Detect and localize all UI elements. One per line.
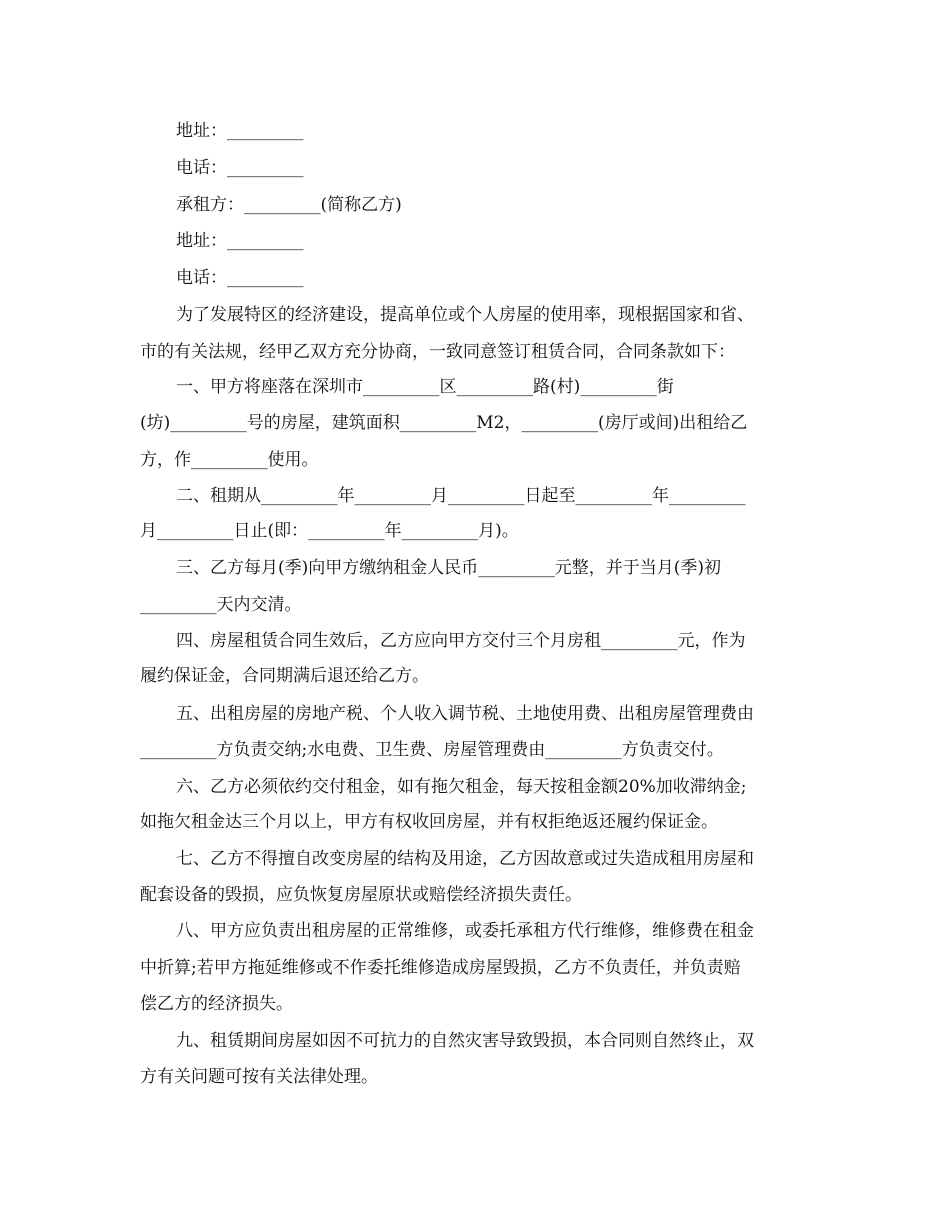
clause-2-line-1: 二、租期从_________年_________月_________日起至_________年_________	[176, 486, 746, 506]
clause-8-line-2: 中折算;若甲方拖延维修或不作委托维修造成房屋毁损，乙方不负责任，并负责赔	[140, 958, 741, 978]
intro-line-1: 为了发展特区的经济建设，提高单位或个人房屋的使用率，现根据国家和省、	[176, 305, 754, 325]
lessee-phone-field: 电话：_________	[176, 268, 304, 288]
lessee-address-field: 地址：_________	[176, 231, 304, 251]
clause-1-line-2: (坊)_________号的房屋，建筑面积_________M2，_________(房厅或间)出租给乙	[140, 413, 748, 433]
clause-1-line-3: 方，作_________使用。	[140, 450, 319, 470]
clause-7-line-1: 七、乙方不得擅自改变房屋的结构及用途，乙方因故意或过失造成租用房屋和	[176, 849, 754, 869]
clause-9-line-1: 九、租赁期间房屋如因不可抗力的自然灾害导致毁损，本合同则自然终止，双	[176, 1031, 754, 1051]
clause-2-line-2: 月_________日止(即：_________年_________月)。	[140, 521, 519, 541]
lessee-field: 承租方：_________(简称乙方)	[176, 195, 402, 215]
clause-3-line-1: 三、乙方每月(季)向甲方缴纳租金人民币_________元整，并于当月(季)初	[176, 558, 722, 578]
clause-6-line-1: 六、乙方必须依约交付租金，如有拖欠租金，每天按租金额20%加收滞纳金;	[176, 777, 747, 797]
lessor-phone-field: 电话：_________	[176, 158, 304, 178]
lessor-address-field: 地址：_________	[176, 121, 304, 141]
clause-5-line-2: _________方负责交纳;水电费、卫生费、房屋管理费由_________方负责交付。	[140, 740, 724, 760]
intro-line-2: 市的有关法规，经甲乙双方充分协商，一致同意签订租赁合同，合同条款如下：	[140, 342, 735, 362]
clause-8-line-3: 偿乙方的经济损失。	[140, 994, 293, 1014]
clause-4-line-1: 四、房屋租赁合同生效后，乙方应向甲方交付三个月房租_________元，作为	[176, 631, 746, 651]
clause-7-line-2: 配套设备的毁损，应负恢复房屋原状或赔偿经济损失责任。	[140, 885, 582, 905]
clause-6-line-2: 如拖欠租金达三个月以上，甲方有权收回房屋，并有权拒绝返还履约保证金。	[140, 812, 718, 832]
clause-1-line-1: 一、甲方将座落在深圳市_________区_________路(村)_________街	[176, 377, 674, 397]
clause-9-line-2: 方有关问题可按有关法律处理。	[140, 1067, 378, 1087]
clause-8-line-1: 八、甲方应负责出租房屋的正常维修，或委托承租方代行维修，维修费在租金	[176, 921, 754, 941]
clause-4-line-2: 履约保证金，合同期满后退还给乙方。	[140, 666, 429, 686]
clause-5-line-1: 五、出租房屋的房地产税、个人收入调节税、土地使用费、出租房屋管理费由	[176, 704, 754, 724]
clause-3-line-2: _________天内交清。	[140, 595, 302, 615]
